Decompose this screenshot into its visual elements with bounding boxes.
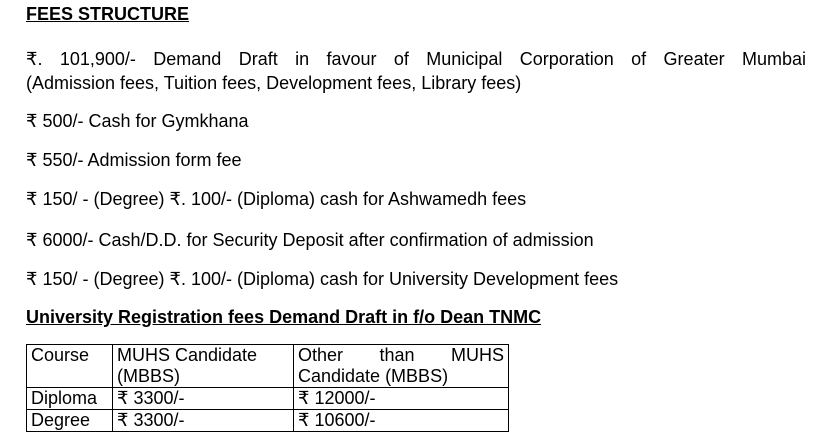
table-header-row [27,345,509,388]
header-other-word1: Other [298,345,344,365]
header-muhs-candidate [113,345,294,388]
header-course-label: Course [31,345,90,365]
ashwamedh-fee-item: ₹ 150/ - (Degree) ₹. 100/- (Diploma) cash for Ashwamedh fees [26,189,527,209]
header-muhs-line1: MUHS Candidate [117,345,258,365]
table-row [27,410,509,432]
fees-structure-heading: FEES STRUCTURE [26,4,190,24]
row-course: Diploma [27,388,113,410]
registration-fees-table [26,344,509,432]
demand-draft-fee-details: (Admission fees, Tuition fees, Development fees, Library fees) [26,73,522,93]
header-other-line1 [298,345,504,366]
table-row [27,388,509,410]
row-course: Degree [27,410,113,432]
header-other-candidate [294,345,509,388]
security-deposit-fee-item: ₹ 6000/- Cash/D.D. for Security Deposit after confirmation of admission [26,230,594,250]
header-course [27,345,113,388]
row-other-fee: ₹ 12000/- [294,388,509,410]
admission-form-fee-item: ₹ 550/- Admission form fee [26,150,242,170]
header-muhs-line2: (MBBS) [117,366,180,386]
row-other-fee: ₹ 10600/- [294,410,509,432]
demand-draft-fee-item [26,47,806,95]
header-other-word2: than [379,345,415,365]
university-development-fee-item: ₹ 150/ - (Degree) ₹. 100/- (Diploma) cash for University Development fees [26,269,619,289]
university-registration-heading: University Registration fees Demand Draft in f/o Dean TNMC [26,307,542,327]
gymkhana-fee-item: ₹ 500/- Cash for Gymkhana [26,111,249,131]
row-muhs-fee: ₹ 3300/- [113,410,294,432]
header-other-line2: Candidate (MBBS) [298,366,449,386]
row-muhs-fee: ₹ 3300/- [113,388,294,410]
header-other-word3: MUHS [450,345,504,365]
demand-draft-fee-line: ₹. 101,900/- Demand Draft in favour of Municipal Corporation of Greater Mumbai [26,49,806,69]
